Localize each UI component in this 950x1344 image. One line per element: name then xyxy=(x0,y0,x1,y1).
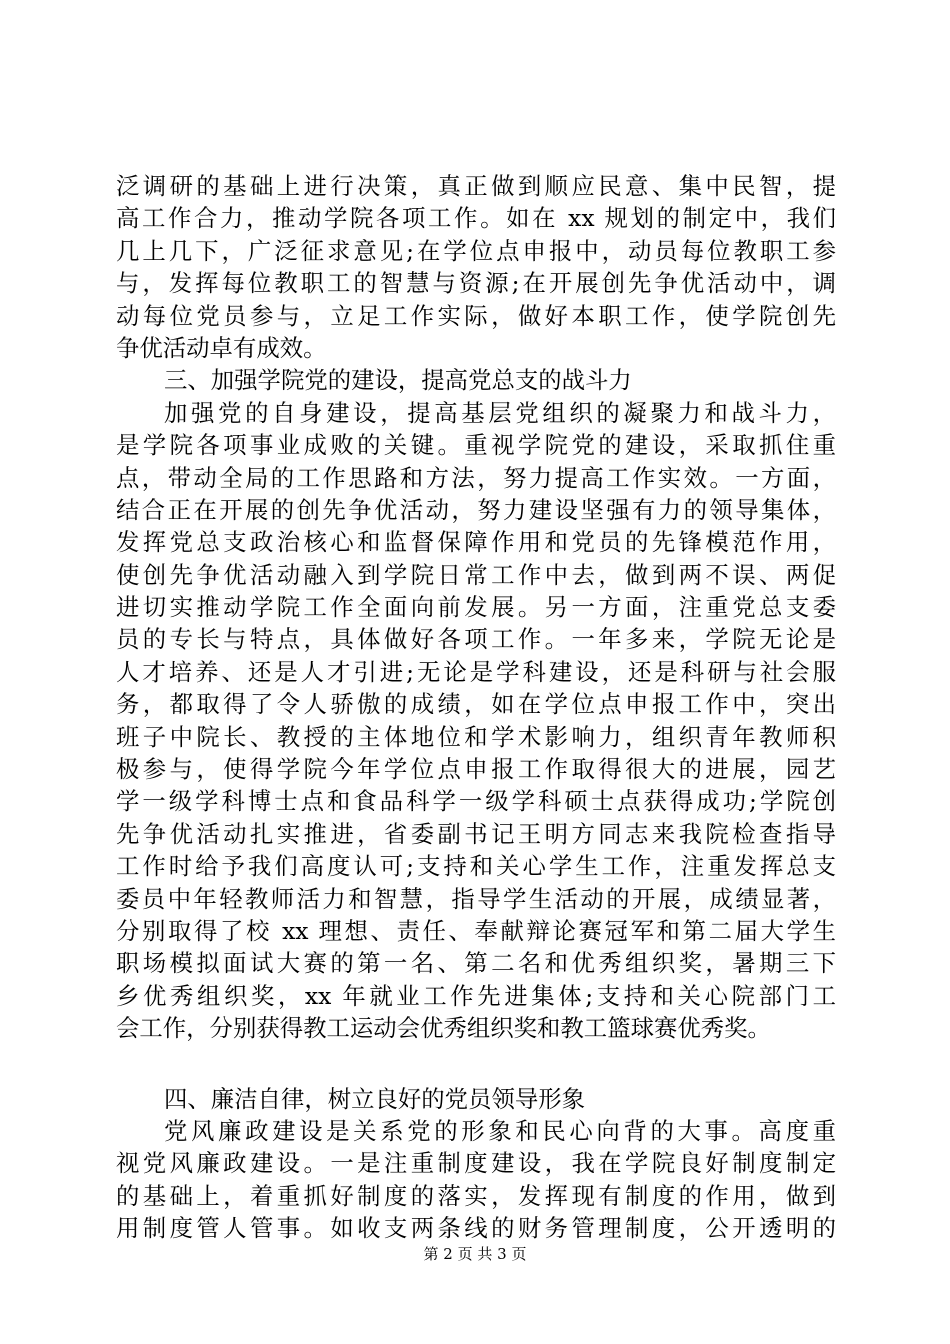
text-line: 使创先争优活动融入到学院日常工作中去，做到两不误、两促 xyxy=(116,560,836,589)
text-line: 泛调研的基础上进行决策，真正做到顺应民意、集中民智，提 xyxy=(116,172,836,200)
text-line: 委员中年轻教师活力和智慧，指导学生活动的开展，成绩显著， xyxy=(116,884,836,913)
paragraph-gap xyxy=(116,1045,836,1083)
text-line: 结合正在开展的创先争优活动，努力建设坚强有力的领导集体， xyxy=(116,495,836,524)
text-line: 员的专长与特点，具体做好各项工作。一年多来，学院无论是 xyxy=(116,625,836,654)
text-line: 乡优秀组织奖，xx 年就业工作先进集体;支持和关心院部门工 xyxy=(116,981,836,1010)
text-line: 高工作合力，推动学院各项工作。如在 xx 规划的制定中，我们 xyxy=(116,204,836,233)
text-line: 视党风廉政建设。一是注重制度建设，我在学院良好制度制定 xyxy=(116,1149,836,1178)
paragraph-party-building xyxy=(116,397,836,1045)
text-line: 与，发挥每位教职工的智慧与资源;在开展创先争优活动中，调 xyxy=(116,269,836,298)
text-line: 务，都取得了令人骄傲的成绩，如在学位点申报工作中，突出 xyxy=(116,690,836,719)
text-line: 工作时给予我们高度认可;支持和关心学生工作，注重发挥总支 xyxy=(116,852,836,881)
text-line: 党风廉政建设是关系党的形象和民心向背的大事。高度重 xyxy=(164,1116,836,1145)
text-line: 极参与，使得学院今年学位点申报工作取得很大的进展，园艺 xyxy=(116,755,836,784)
paragraph-integrity xyxy=(116,1115,836,1245)
text-line: 分别取得了校 xx 理想、责任、奉献辩论赛冠军和第二届大学生 xyxy=(116,916,836,945)
text-line: 发挥党总支政治核心和监督保障作用和党员的先锋模范作用， xyxy=(116,528,836,557)
text-line: 动每位党员参与，立足工作实际，做好本职工作，使学院创先 xyxy=(116,301,836,330)
document-body xyxy=(116,170,836,1245)
page-footer xyxy=(0,1244,950,1264)
text-line: 用制度管人管事。如收支两条线的财务管理制度，公开透明的 xyxy=(116,1214,836,1243)
text-line: 先争优活动扎实推进，省委副书记王明方同志来我院检查指导 xyxy=(116,819,836,848)
section-heading-3: 三、加强学院党的建设，提高党总支的战斗力 xyxy=(164,366,632,395)
text-line: 的基础上，着重抓好制度的落实，发挥现有制度的作用，做到 xyxy=(116,1181,836,1210)
text-line: 职场模拟面试大赛的第一名、第二名和优秀组织奖，暑期三下 xyxy=(116,949,836,978)
text-line: 争优活动卓有成效。 xyxy=(116,333,327,362)
text-line: 几上几下，广泛征求意见;在学位点申报中，动员每位教职工参 xyxy=(116,236,836,265)
text-line: 加强党的自身建设，提高基层党组织的凝聚力和战斗力， xyxy=(164,398,836,427)
text-line: 人才培养、还是人才引进;无论是学科建设，还是科研与社会服 xyxy=(116,657,836,686)
text-line: 点，带动全局的工作思路和方法，努力提高工作实效。一方面， xyxy=(116,463,836,492)
text-line: 学一级学科博士点和食品科学一级学科硕士点获得成功;学院创 xyxy=(116,787,836,816)
text-line: 班子中院长、教授的主体地位和学术影响力，组织青年教师积 xyxy=(116,722,836,751)
text-line: 会工作，分别获得教工运动会优秀组织奖和教工篮球赛优秀奖。 xyxy=(116,1014,771,1043)
paragraph-continuation xyxy=(116,170,836,364)
page-number-label: 第 2 页 共 3 页 xyxy=(423,1245,527,1263)
text-line: 进切实推动学院工作全面向前发展。另一方面，注重党总支委 xyxy=(116,593,836,622)
text-line: 是学院各项事业成败的关键。重视学院党的建设，采取抓住重 xyxy=(116,431,836,460)
section-heading-4: 四、廉洁自律，树立良好的党员领导形象 xyxy=(164,1084,586,1113)
